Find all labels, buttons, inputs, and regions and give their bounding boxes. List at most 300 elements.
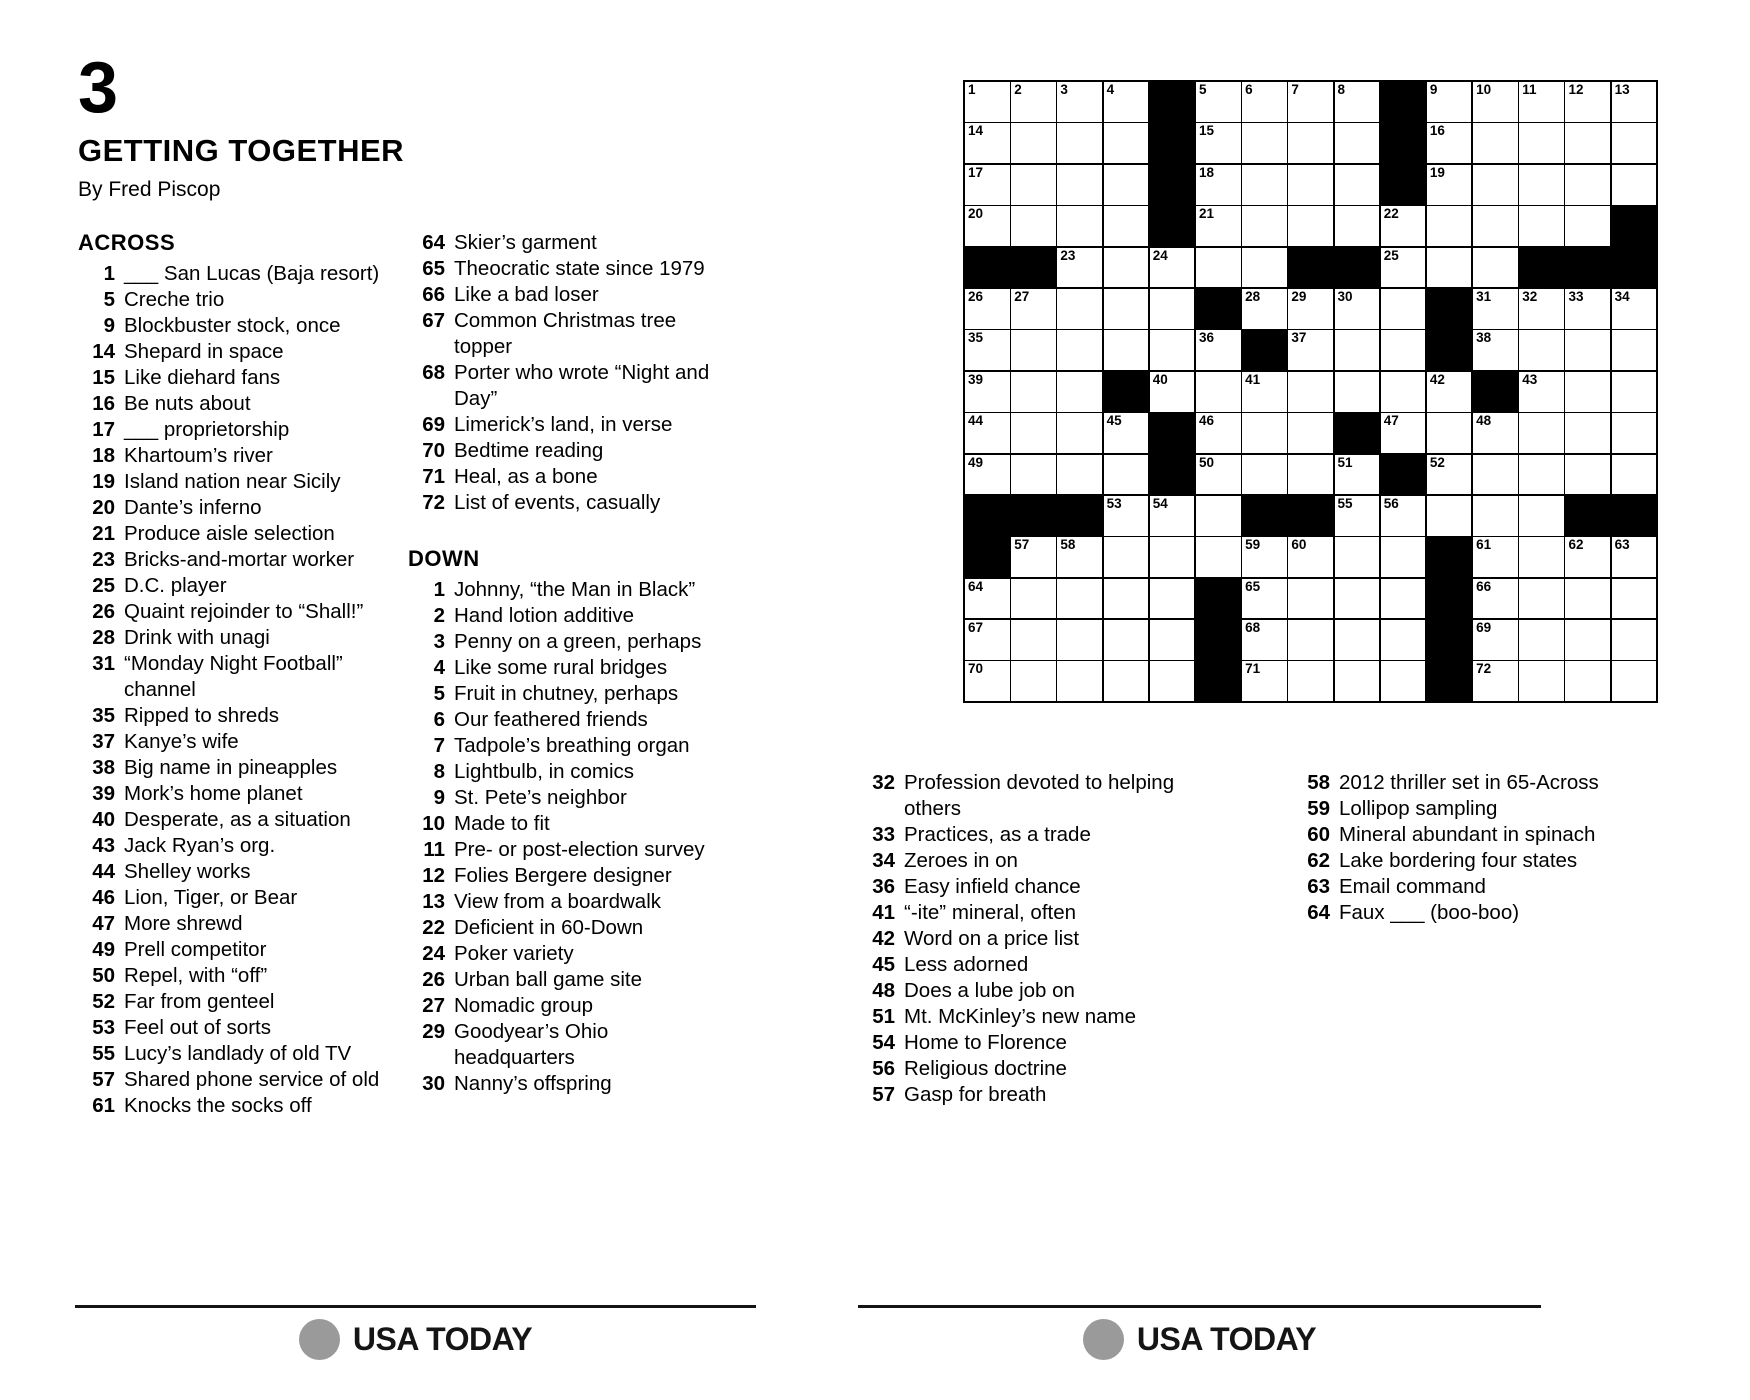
grid-cell-r2c5-black xyxy=(1150,123,1195,163)
grid-cell-r12c3[interactable] xyxy=(1057,537,1102,577)
clue-down-51 xyxy=(858,1004,1214,1030)
grid-cell-r6c12[interactable] xyxy=(1473,289,1518,329)
grid-cell-r13c5[interactable] xyxy=(1150,579,1195,619)
grid-cell-r1c4[interactable] xyxy=(1104,82,1149,122)
grid-cell-r15c5[interactable] xyxy=(1150,661,1195,701)
grid-cell-r13c6-black xyxy=(1196,579,1241,619)
down-heading: DOWN xyxy=(408,546,480,571)
grid-cell-r7c9[interactable] xyxy=(1335,330,1380,370)
clue-text: 2012 thriller set in 65-Across xyxy=(1339,771,1599,794)
grid-cell-r15c7[interactable] xyxy=(1242,661,1287,701)
clue-text: Lucy’s landlady of old TV xyxy=(124,1042,352,1065)
grid-cell-r5c5[interactable] xyxy=(1150,248,1195,288)
grid-cell-r15c3[interactable] xyxy=(1057,661,1102,701)
grid-cell-r14c13[interactable] xyxy=(1519,620,1564,660)
grid-cell-r2c3[interactable] xyxy=(1057,123,1102,163)
grid-cell-r8c3[interactable] xyxy=(1057,372,1102,412)
grid-cell-r4c14[interactable] xyxy=(1565,206,1610,246)
grid-cell-r15c13[interactable] xyxy=(1519,661,1564,701)
grid-cell-r8c12-black xyxy=(1473,372,1518,412)
grid-cell-r6c4[interactable] xyxy=(1104,289,1149,329)
clue-text: Island nation near Sicily xyxy=(124,470,341,493)
grid-cell-r9c8[interactable] xyxy=(1288,413,1333,453)
clue-number: 17 xyxy=(92,418,115,441)
clue-number: 14 xyxy=(92,340,115,363)
grid-cell-r11c12[interactable] xyxy=(1473,496,1518,536)
grid-cell-r2c14[interactable] xyxy=(1565,123,1610,163)
grid-cell-r12c10[interactable] xyxy=(1381,537,1426,577)
clue-text: Dante’s inferno xyxy=(124,496,262,519)
grid-cell-r7c2[interactable] xyxy=(1011,330,1056,370)
grid-cell-r14c3[interactable] xyxy=(1057,620,1102,660)
grid-cell-r12c13[interactable] xyxy=(1519,537,1564,577)
grid-cell-r2c15[interactable] xyxy=(1612,123,1657,163)
grid-cell-r3c3[interactable] xyxy=(1057,165,1102,205)
clue-text: Ripped to shreds xyxy=(124,704,279,727)
grid-cell-r10c6[interactable] xyxy=(1196,455,1241,495)
grid-cell-r12c7[interactable] xyxy=(1242,537,1287,577)
clue-number: 12 xyxy=(422,864,445,887)
grid-cell-r8c6[interactable] xyxy=(1196,372,1241,412)
clue-number: 19 xyxy=(92,470,115,493)
grid-cell-r10c7[interactable] xyxy=(1242,455,1287,495)
footer-left xyxy=(75,1305,756,1360)
clue-number: 26 xyxy=(92,600,115,623)
clue-across-14 xyxy=(78,339,400,365)
grid-cell-r9c10[interactable] xyxy=(1381,413,1426,453)
grid-cell-r10c9[interactable] xyxy=(1335,455,1380,495)
clue-text: Feel out of sorts xyxy=(124,1016,271,1039)
grid-cell-r2c11[interactable] xyxy=(1427,123,1472,163)
grid-cell-r15c12[interactable] xyxy=(1473,661,1518,701)
clue-number: 11 xyxy=(423,838,445,861)
grid-cell-r13c14[interactable] xyxy=(1565,579,1610,619)
clue-down-54 xyxy=(858,1030,1214,1056)
grid-cell-r13c7[interactable] xyxy=(1242,579,1287,619)
clue-across-67 xyxy=(408,308,730,360)
clue-text: Hand lotion additive xyxy=(454,604,635,627)
clue-text: ___ San Lucas (Baja resort) xyxy=(124,262,380,285)
grid-cell-r12c15[interactable] xyxy=(1612,537,1657,577)
clue-across-72 xyxy=(408,490,730,516)
grid-cell-r3c15[interactable] xyxy=(1612,165,1657,205)
clue-down-29 xyxy=(408,1019,730,1071)
clue-text: Made to fit xyxy=(454,812,550,835)
grid-cell-r12c4[interactable] xyxy=(1104,537,1149,577)
grid-cell-r9c6[interactable] xyxy=(1196,413,1241,453)
grid-cell-number: 10 xyxy=(1476,82,1492,97)
clue-across-43 xyxy=(78,833,400,859)
grid-cell-r1c11[interactable] xyxy=(1427,82,1472,122)
grid-cell-r5c13-black xyxy=(1519,248,1564,288)
clue-text: Theocratic state since 1979 xyxy=(454,257,705,280)
grid-cell-r1c14[interactable] xyxy=(1565,82,1610,122)
grid-cell-r4c3[interactable] xyxy=(1057,206,1102,246)
grid-cell-r1c12[interactable] xyxy=(1473,82,1518,122)
grid-cell-r3c7[interactable] xyxy=(1242,165,1287,205)
grid-cell-r5c1-black xyxy=(965,248,1010,288)
grid-cell-number: 31 xyxy=(1476,288,1492,304)
grid-cell-r13c8[interactable] xyxy=(1288,579,1333,619)
clue-text: ___ proprietorship xyxy=(124,418,290,441)
clue-down-41 xyxy=(858,900,1214,926)
grid-cell-r15c14[interactable] xyxy=(1565,661,1610,701)
grid-cell-r5c12[interactable] xyxy=(1473,248,1518,288)
grid-cell-r5c4[interactable] xyxy=(1104,248,1149,288)
clue-text: Lightbulb, in comics xyxy=(454,760,635,783)
grid-cell-r3c2[interactable] xyxy=(1011,165,1056,205)
grid-cell-r6c13[interactable] xyxy=(1519,289,1564,329)
clue-column-2 xyxy=(408,230,730,1097)
grid-cell-r4c9[interactable] xyxy=(1335,206,1380,246)
grid-cell-r11c4[interactable] xyxy=(1104,496,1149,536)
clue-number: 23 xyxy=(92,548,115,571)
grid-cell-r13c13[interactable] xyxy=(1519,579,1564,619)
grid-cell-r9c11[interactable] xyxy=(1427,413,1472,453)
grid-cell-r7c3[interactable] xyxy=(1057,330,1102,370)
grid-cell-r2c4[interactable] xyxy=(1104,123,1149,163)
grid-cell-r9c15[interactable] xyxy=(1612,413,1657,453)
grid-cell-r15c1[interactable] xyxy=(965,661,1010,701)
grid-cell-r14c12[interactable] xyxy=(1473,620,1518,660)
grid-cell-r7c7-black xyxy=(1242,330,1287,370)
grid-cell-r9c2[interactable] xyxy=(1011,413,1056,453)
grid-cell-number: 29 xyxy=(1291,288,1307,304)
grid-cell-r9c3[interactable] xyxy=(1057,413,1102,453)
grid-cell-r7c8[interactable] xyxy=(1288,330,1333,370)
grid-cell-r12c8[interactable] xyxy=(1288,537,1333,577)
clue-across-55 xyxy=(78,1041,400,1067)
grid-cell-r7c4[interactable] xyxy=(1104,330,1149,370)
clue-number: 10 xyxy=(422,812,445,835)
grid-cell-r9c13[interactable] xyxy=(1519,413,1564,453)
grid-cell-r8c1[interactable] xyxy=(965,372,1010,412)
clue-number: 16 xyxy=(92,392,115,415)
across-heading: ACROSS xyxy=(78,230,176,255)
grid-cell-r7c12[interactable] xyxy=(1473,330,1518,370)
clue-number: 66 xyxy=(422,283,445,306)
grid-cell-r14c4[interactable] xyxy=(1104,620,1149,660)
grid-cell-r3c14[interactable] xyxy=(1565,165,1610,205)
grid-cell-r13c2[interactable] xyxy=(1011,579,1056,619)
grid-cell-r12c1-black xyxy=(965,537,1010,577)
grid-cell-r3c1[interactable] xyxy=(965,165,1010,205)
grid-cell-r1c6[interactable] xyxy=(1196,82,1241,122)
grid-cell-r10c8[interactable] xyxy=(1288,455,1333,495)
grid-cell-r11c9[interactable] xyxy=(1335,496,1380,536)
grid-cell-r12c9[interactable] xyxy=(1335,537,1380,577)
clue-column-3 xyxy=(858,770,1214,1108)
grid-cell-r4c5-black xyxy=(1150,206,1195,246)
grid-cell-r13c4[interactable] xyxy=(1104,579,1149,619)
grid-cell-r15c9[interactable] xyxy=(1335,661,1380,701)
clue-text: Word on a price list xyxy=(904,927,1080,950)
grid-cell-r9c4[interactable] xyxy=(1104,413,1149,453)
grid-cell-r3c12[interactable] xyxy=(1473,165,1518,205)
grid-cell-r9c14[interactable] xyxy=(1565,413,1610,453)
grid-cell-number: 59 xyxy=(1245,537,1261,553)
grid-cell-r2c9[interactable] xyxy=(1335,123,1380,163)
grid-cell-r14c9[interactable] xyxy=(1335,620,1380,660)
grid-cell-number: 55 xyxy=(1337,495,1353,511)
grid-cell-r8c15[interactable] xyxy=(1612,372,1657,412)
clue-number: 18 xyxy=(92,444,115,467)
grid-cell-r3c11[interactable] xyxy=(1427,165,1472,205)
grid-cell-number: 11 xyxy=(1522,82,1537,97)
grid-cell-number: 48 xyxy=(1476,413,1492,429)
grid-cell-r7c10[interactable] xyxy=(1381,330,1426,370)
grid-cell-r15c8[interactable] xyxy=(1288,661,1333,701)
grid-cell-number: 22 xyxy=(1383,206,1399,222)
clue-text: Poker variety xyxy=(454,942,574,965)
grid-cell-r7c15[interactable] xyxy=(1612,330,1657,370)
grid-cell-r7c11-black xyxy=(1427,330,1472,370)
grid-cell-r10c13[interactable] xyxy=(1519,455,1564,495)
clue-text: “-ite” mineral, often xyxy=(904,901,1077,924)
clue-number: 20 xyxy=(92,496,115,519)
clue-number: 30 xyxy=(422,1072,445,1095)
grid-cell-r13c10[interactable] xyxy=(1381,579,1426,619)
grid-cell-r14c8[interactable] xyxy=(1288,620,1333,660)
grid-cell-r13c11-black xyxy=(1427,579,1472,619)
clue-number: 1 xyxy=(103,262,115,285)
grid-cell-r6c3[interactable] xyxy=(1057,289,1102,329)
grid-cell-r6c5[interactable] xyxy=(1150,289,1195,329)
grid-cell-r4c12[interactable] xyxy=(1473,206,1518,246)
grid-cell-r4c13[interactable] xyxy=(1519,206,1564,246)
grid-cell-r14c11-black xyxy=(1427,620,1472,660)
grid-cell-r1c2[interactable] xyxy=(1011,82,1056,122)
clue-across-70 xyxy=(408,438,730,464)
puzzle-title: GETTING TOGETHER xyxy=(78,132,405,168)
clue-text: D.C. player xyxy=(124,574,227,597)
clue-text: Zeroes in on xyxy=(904,849,1018,872)
grid-cell-r8c8[interactable] xyxy=(1288,372,1333,412)
grid-cell-r14c14[interactable] xyxy=(1565,620,1610,660)
clue-down-1 xyxy=(408,577,730,603)
clue-text: Far from genteel xyxy=(124,990,275,1013)
grid-cell-r13c1[interactable] xyxy=(965,579,1010,619)
grid-cell-number: 2 xyxy=(1014,82,1022,97)
grid-cell-r2c10-black xyxy=(1381,123,1426,163)
clue-number: 28 xyxy=(92,626,115,649)
clue-down-56 xyxy=(858,1056,1214,1082)
grid-cell-r4c11[interactable] xyxy=(1427,206,1472,246)
grid-cell-r5c6[interactable] xyxy=(1196,248,1241,288)
grid-cell-r15c4[interactable] xyxy=(1104,661,1149,701)
grid-cell-r7c13[interactable] xyxy=(1519,330,1564,370)
clue-down-32 xyxy=(858,770,1214,822)
grid-cell-r2c13[interactable] xyxy=(1519,123,1564,163)
grid-cell-r9c12[interactable] xyxy=(1473,413,1518,453)
clue-number: 59 xyxy=(1307,797,1330,820)
grid-cell-r15c10[interactable] xyxy=(1381,661,1426,701)
grid-cell-r7c6[interactable] xyxy=(1196,330,1241,370)
grid-cell-number: 25 xyxy=(1383,247,1399,263)
grid-cell-r8c2[interactable] xyxy=(1011,372,1056,412)
grid-cell-r5c2-black xyxy=(1011,248,1056,288)
grid-cell-r11c11[interactable] xyxy=(1427,496,1472,536)
grid-cell-r14c15[interactable] xyxy=(1612,620,1657,660)
grid-cell-r8c10[interactable] xyxy=(1381,372,1426,412)
grid-cell-r12c12[interactable] xyxy=(1473,537,1518,577)
grid-cell-number: 44 xyxy=(968,413,984,429)
grid-cell-number: 3 xyxy=(1060,82,1068,97)
grid-cell-r7c1[interactable] xyxy=(965,330,1010,370)
grid-cell-r8c14[interactable] xyxy=(1565,372,1610,412)
clue-text: Skier’s garment xyxy=(454,231,597,254)
grid-cell-r3c13[interactable] xyxy=(1519,165,1564,205)
grid-cell-r12c14[interactable] xyxy=(1565,537,1610,577)
clue-number: 39 xyxy=(92,782,115,805)
grid-cell-r4c2[interactable] xyxy=(1011,206,1056,246)
usatoday-wordmark: USA TODAY xyxy=(1136,1320,1317,1357)
grid-cell-r13c15[interactable] xyxy=(1612,579,1657,619)
grid-cell-r5c7[interactable] xyxy=(1242,248,1287,288)
grid-cell-r9c1[interactable] xyxy=(965,413,1010,453)
clue-down-42 xyxy=(858,926,1214,952)
grid-cell-r10c14[interactable] xyxy=(1565,455,1610,495)
grid-cell-r3c6[interactable] xyxy=(1196,165,1241,205)
grid-cell-r1c8[interactable] xyxy=(1288,82,1333,122)
grid-cell-r13c3[interactable] xyxy=(1057,579,1102,619)
grid-cell-r7c14[interactable] xyxy=(1565,330,1610,370)
grid-cell-r12c2[interactable] xyxy=(1011,537,1056,577)
clue-across-71 xyxy=(408,464,730,490)
grid-cell-r1c13[interactable] xyxy=(1519,82,1564,122)
grid-cell-r6c6-black xyxy=(1196,289,1241,329)
grid-cell-r1c9[interactable] xyxy=(1335,82,1380,122)
clue-number: 68 xyxy=(422,361,445,384)
grid-cell-r4c4[interactable] xyxy=(1104,206,1149,246)
clue-across-26 xyxy=(78,599,400,625)
grid-cell-r10c15[interactable] xyxy=(1612,455,1657,495)
grid-cell-r11c6[interactable] xyxy=(1196,496,1241,536)
grid-cell-r8c13[interactable] xyxy=(1519,372,1564,412)
clue-text: Shepard in space xyxy=(124,340,284,363)
grid-cell-r8c5[interactable] xyxy=(1150,372,1195,412)
grid-cell-r11c1-black xyxy=(965,496,1010,536)
clue-down-33 xyxy=(858,822,1214,848)
grid-cell-r1c3[interactable] xyxy=(1057,82,1102,122)
grid-cell-r3c5-black xyxy=(1150,165,1195,205)
grid-cell-r5c10[interactable] xyxy=(1381,248,1426,288)
clue-number: 1 xyxy=(433,578,445,601)
grid-cell-r6c7[interactable] xyxy=(1242,289,1287,329)
clue-text: Lion, Tiger, or Bear xyxy=(124,886,298,909)
clue-across-35 xyxy=(78,703,400,729)
grid-cell-r4c8[interactable] xyxy=(1288,206,1333,246)
grid-cell-r7c5[interactable] xyxy=(1150,330,1195,370)
grid-cell-r4c10[interactable] xyxy=(1381,206,1426,246)
grid-cell-r14c7[interactable] xyxy=(1242,620,1287,660)
grid-cell-r8c7[interactable] xyxy=(1242,372,1287,412)
grid-cell-r2c12[interactable] xyxy=(1473,123,1518,163)
grid-cell-r3c8[interactable] xyxy=(1288,165,1333,205)
grid-cell-r1c15[interactable] xyxy=(1612,82,1657,122)
grid-cell-r3c9[interactable] xyxy=(1335,165,1380,205)
grid-cell-r10c11[interactable] xyxy=(1427,455,1472,495)
clue-across-65 xyxy=(408,256,730,282)
grid-cell-r2c6[interactable] xyxy=(1196,123,1241,163)
grid-cell-r6c15[interactable] xyxy=(1612,289,1657,329)
grid-cell-number: 62 xyxy=(1568,537,1584,553)
grid-cell-r11c5[interactable] xyxy=(1150,496,1195,536)
grid-cell-r8c11[interactable] xyxy=(1427,372,1472,412)
grid-cell-r6c11-black xyxy=(1427,289,1472,329)
clue-number: 53 xyxy=(92,1016,115,1039)
clue-text: Mineral abundant in spinach xyxy=(1339,823,1596,846)
clue-text: Repel, with “off” xyxy=(124,964,268,987)
grid-cell-r9c7[interactable] xyxy=(1242,413,1287,453)
grid-cell-r12c5[interactable] xyxy=(1150,537,1195,577)
grid-cell-r13c12[interactable] xyxy=(1473,579,1518,619)
grid-cell-r6c2[interactable] xyxy=(1011,289,1056,329)
grid-cell-r14c10[interactable] xyxy=(1381,620,1426,660)
grid-cell-number: 26 xyxy=(968,288,984,304)
grid-cell-r12c11-black xyxy=(1427,537,1472,577)
grid-cell-r11c13[interactable] xyxy=(1519,496,1564,536)
grid-cell-r1c7[interactable] xyxy=(1242,82,1287,122)
grid-cell-r5c11[interactable] xyxy=(1427,248,1472,288)
clue-number: 22 xyxy=(422,916,445,939)
clue-number: 5 xyxy=(103,288,115,311)
grid-cell-r2c2[interactable] xyxy=(1011,123,1056,163)
grid-cell-r15c15[interactable] xyxy=(1612,661,1657,701)
grid-cell-r10c3[interactable] xyxy=(1057,455,1102,495)
clue-text: Practices, as a trade xyxy=(904,823,1091,846)
grid-cell-number: 16 xyxy=(1429,123,1445,139)
clue-number: 47 xyxy=(92,912,115,935)
grid-cell-r2c7[interactable] xyxy=(1242,123,1287,163)
clue-number: 50 xyxy=(92,964,115,987)
grid-cell-r14c1[interactable] xyxy=(965,620,1010,660)
grid-cell-r2c1[interactable] xyxy=(965,123,1010,163)
clue-number: 54 xyxy=(872,1031,895,1054)
grid-cell-r10c2[interactable] xyxy=(1011,455,1056,495)
grid-cell-r13c9[interactable] xyxy=(1335,579,1380,619)
grid-cell-r1c1[interactable] xyxy=(965,82,1010,122)
clue-down-58 xyxy=(1293,770,1663,796)
grid-cell-r4c6[interactable] xyxy=(1196,206,1241,246)
clue-across-1 xyxy=(78,261,400,287)
grid-cell-r14c2[interactable] xyxy=(1011,620,1056,660)
grid-cell-r15c2[interactable] xyxy=(1011,661,1056,701)
grid-cell-r10c1[interactable] xyxy=(965,455,1010,495)
grid-cell-r4c7[interactable] xyxy=(1242,206,1287,246)
grid-cell-number: 36 xyxy=(1198,330,1214,346)
grid-cell-r14c5[interactable] xyxy=(1150,620,1195,660)
grid-cell-r5c3[interactable] xyxy=(1057,248,1102,288)
grid-cell-r4c1[interactable] xyxy=(965,206,1010,246)
grid-cell-r10c4[interactable] xyxy=(1104,455,1149,495)
grid-cell-r12c6[interactable] xyxy=(1196,537,1241,577)
grid-cell-r8c9[interactable] xyxy=(1335,372,1380,412)
clue-number: 6 xyxy=(433,708,445,731)
grid-cell-r10c12[interactable] xyxy=(1473,455,1518,495)
grid-cell-r6c1[interactable] xyxy=(965,289,1010,329)
grid-cell-r3c4[interactable] xyxy=(1104,165,1149,205)
grid-cell-r6c9[interactable] xyxy=(1335,289,1380,329)
grid-cell-r11c10[interactable] xyxy=(1381,496,1426,536)
grid-cell-r6c8[interactable] xyxy=(1288,289,1333,329)
grid-cell-r9c9-black xyxy=(1335,413,1380,453)
grid-cell-r6c14[interactable] xyxy=(1565,289,1610,329)
grid-cell-number: 46 xyxy=(1198,413,1214,429)
clue-down-27 xyxy=(408,993,730,1019)
grid-cell-r6c10[interactable] xyxy=(1381,289,1426,329)
grid-cell-r2c8[interactable] xyxy=(1288,123,1333,163)
